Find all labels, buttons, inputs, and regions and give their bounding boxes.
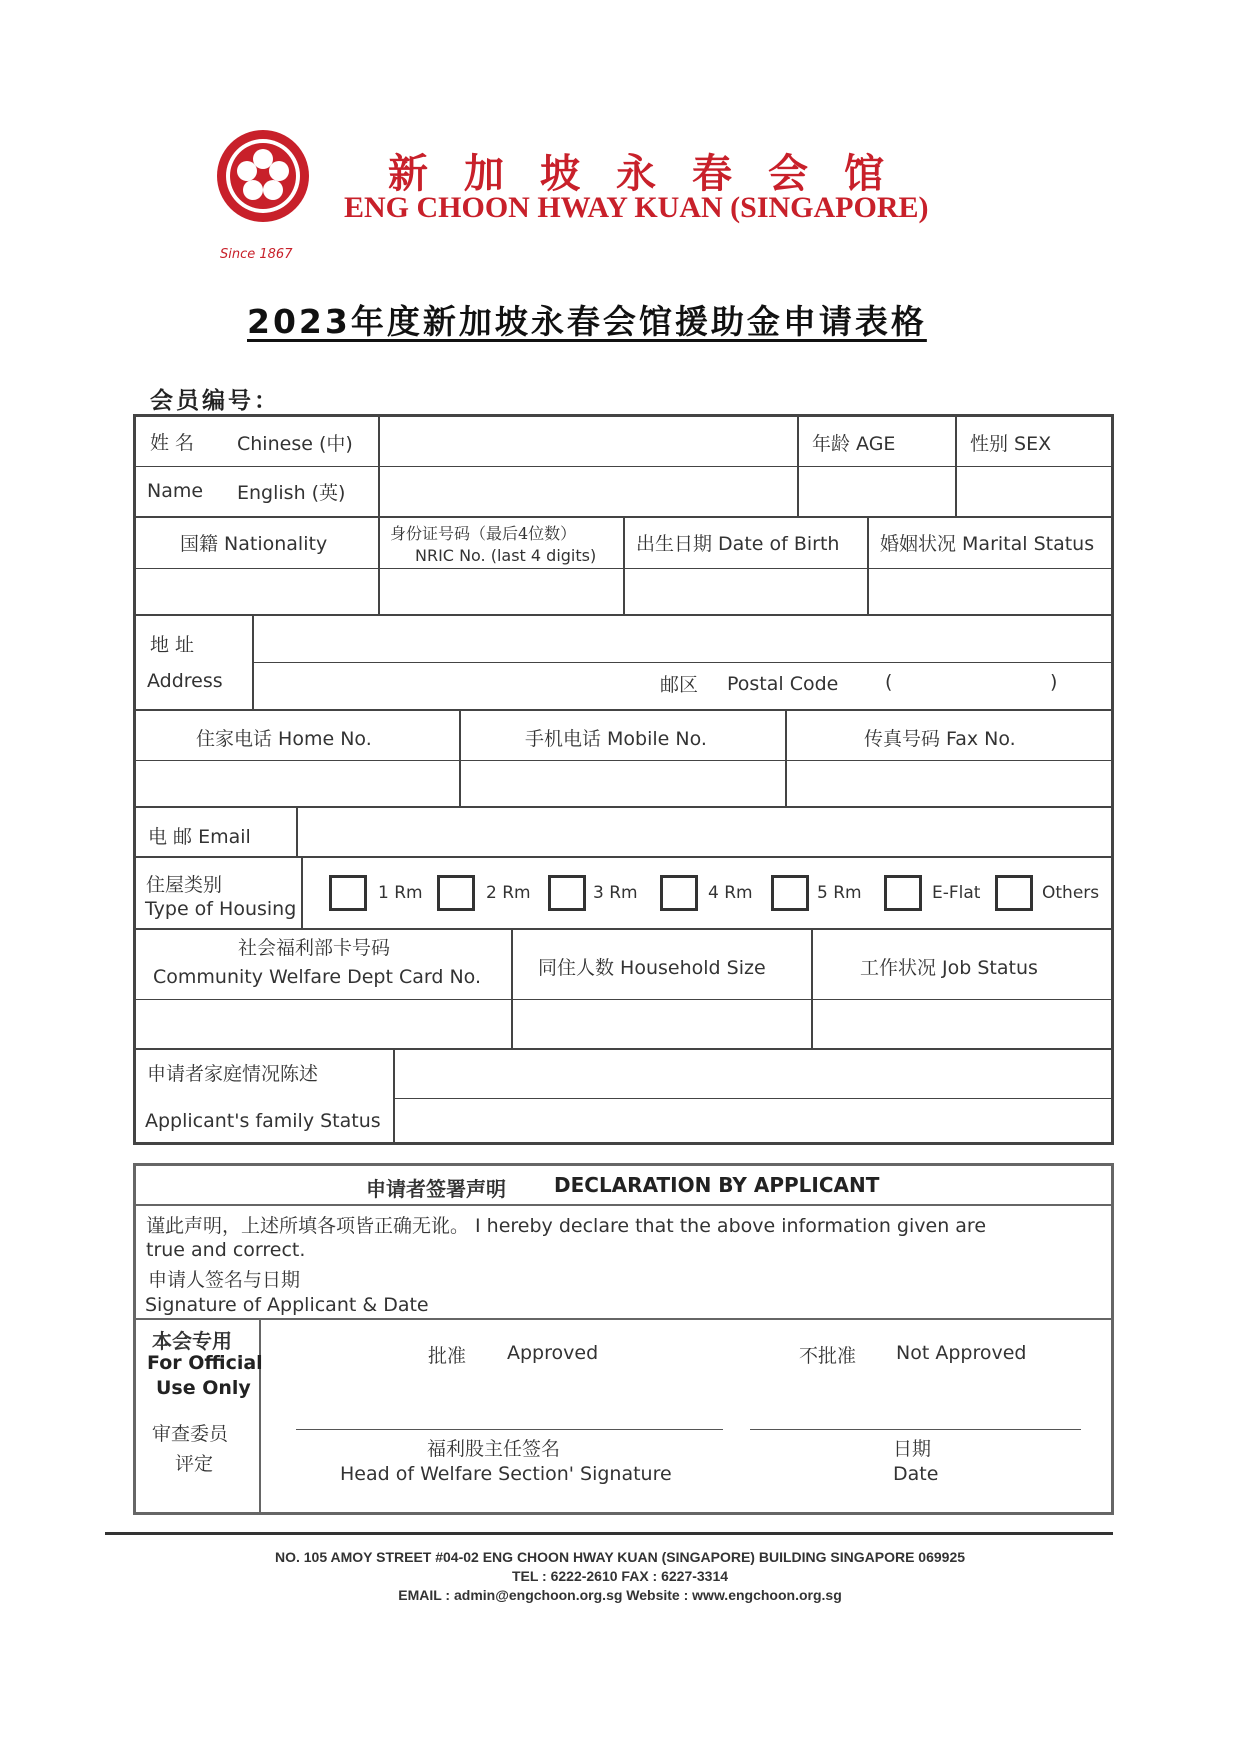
housing-en-label: Type of Housing <box>145 898 297 920</box>
name-chinese-label: Chinese (中) <box>237 433 353 455</box>
housing-5rm-label: 5 Rm <box>817 883 862 903</box>
declaration-text-line2: true and correct. <box>146 1239 306 1261</box>
official-use-en-label-1: For Official <box>147 1352 263 1374</box>
dob-field[interactable] <box>627 572 865 612</box>
family-status-field-line2[interactable] <box>397 1101 1109 1141</box>
family-status-en-label: Applicant's family Status <box>145 1110 381 1132</box>
name-english-label: English (英) <box>237 482 346 504</box>
housing-4rm-checkbox[interactable] <box>660 875 698 911</box>
nric-label-cn: 身份证号码（最后4位数） <box>390 524 577 543</box>
approved-cn-label: 批准 <box>428 1345 467 1367</box>
age-label: 年龄 AGE <box>812 433 896 455</box>
name-en-label: Name <box>147 480 204 502</box>
nric-field[interactable] <box>382 572 620 612</box>
approved-en-label: Approved <box>507 1342 599 1364</box>
date-en-label: Date <box>893 1463 939 1485</box>
member-no-label: 会员编号： <box>150 387 280 414</box>
review-committee-label-1: 审查委员 <box>152 1423 229 1445</box>
footer-phone: TEL : 6222-2610 FAX : 6227-3314 <box>511 1568 729 1584</box>
cwd-cn-label: 社会福利部卡号码 <box>238 937 391 959</box>
postal-close-paren: ) <box>1050 671 1058 693</box>
marital-field[interactable] <box>871 572 1109 612</box>
not-approved-cn-label: 不批准 <box>799 1345 857 1367</box>
not-approved-en-label: Not Approved <box>896 1342 1027 1364</box>
housing-5rm-checkbox[interactable] <box>771 875 809 911</box>
review-committee-label-2: 评定 <box>175 1453 214 1475</box>
housing-1rm-checkbox[interactable] <box>329 875 367 911</box>
email-label: 电 邮 Email <box>148 826 251 848</box>
official-use-cn-label: 本会专用 <box>152 1329 232 1353</box>
nric-label-en: NRIC No. (last 4 digits) <box>415 546 597 565</box>
household-size-field[interactable] <box>515 1003 809 1046</box>
footer-email: EMAIL : admin@engchoon.org.sg Website : www.engchoon.org.sg <box>398 1587 842 1603</box>
footer-divider <box>105 1532 1113 1535</box>
household-size-label: 同住人数 Household Size <box>538 957 766 979</box>
housing-1rm-label: 1 Rm <box>378 883 423 903</box>
postal-en-label: Postal Code <box>727 673 839 695</box>
postal-code-field[interactable] <box>900 666 1045 706</box>
home-phone-field[interactable] <box>139 764 457 804</box>
declaration-heading-cn: 申请者签署声明 <box>366 1177 506 1201</box>
logo-emblem <box>214 127 312 225</box>
housing-2rm-label: 2 Rm <box>486 883 531 903</box>
cwd-en-label: Community Welfare Dept Card No. <box>153 966 482 988</box>
address-en-label: Address <box>147 670 223 692</box>
marital-label: 婚姻状况 Marital Status <box>880 533 1095 555</box>
job-status-field[interactable] <box>815 1003 1109 1046</box>
housing-others-checkbox[interactable] <box>995 875 1033 911</box>
housing-eflat-label: E-Flat <box>932 883 981 903</box>
head-signature-en-label: Head of Welfare Section' Signature <box>340 1463 672 1485</box>
postal-open-paren: ( <box>885 671 893 693</box>
name-cn-label: 姓 名 <box>150 432 195 454</box>
org-name-chinese: 新加坡永春会馆 <box>388 150 920 197</box>
dob-label: 出生日期 Date of Birth <box>636 533 840 555</box>
footer-address: NO. 105 AMOY STREET #04-02 ENG CHOON HWAY KUAN (SINGAPORE) BUILDING SINGAPORE 069925 <box>274 1549 966 1565</box>
address-cn-label: 地 址 <box>150 634 195 656</box>
housing-others-label: Others <box>1042 883 1100 903</box>
name-chinese-field[interactable] <box>382 420 794 464</box>
housing-2rm-checkbox[interactable] <box>437 875 475 911</box>
head-signature-cn-label: 福利股主任签名 <box>427 1438 561 1460</box>
since-year: Since 1867 <box>220 247 293 262</box>
date-cn-label: 日期 <box>893 1438 932 1460</box>
nationality-label: 国籍 Nationality <box>180 533 328 555</box>
family-status-field-line1[interactable] <box>397 1053 1109 1096</box>
applicant-sign-en-label: Signature of Applicant & Date <box>145 1294 429 1316</box>
declaration-heading-en: DECLARATION BY APPLICANT <box>554 1173 880 1197</box>
fax-field[interactable] <box>789 764 1109 804</box>
job-status-label: 工作状况 Job Status <box>860 957 1038 979</box>
family-status-cn-label: 申请者家庭情况陈述 <box>147 1063 319 1085</box>
address-field[interactable] <box>256 619 1109 660</box>
housing-4rm-label: 4 Rm <box>708 883 753 903</box>
name-english-field[interactable] <box>382 470 794 514</box>
org-name-english: ENG CHOON HWAY KUAN (SINGAPORE) <box>344 191 929 224</box>
applicant-signature-field[interactable] <box>440 1260 1100 1314</box>
nationality-field[interactable] <box>139 572 375 612</box>
declaration-text-line1: 谨此声明，上述所填各项皆正确无讹。 I hereby declare that the above information given are <box>146 1215 987 1237</box>
date-line[interactable] <box>750 1429 1081 1430</box>
housing-cn-label: 住屋类别 <box>146 874 223 896</box>
home-phone-label: 住家电话 Home No. <box>196 728 372 750</box>
mobile-phone-field[interactable] <box>463 764 783 804</box>
cwd-card-field[interactable] <box>139 1003 509 1046</box>
mobile-phone-label: 手机电话 Mobile No. <box>525 728 707 750</box>
applicant-sign-cn-label: 申请人签名与日期 <box>148 1269 301 1291</box>
form-title: 2023年度新加坡永春会馆援助金申请表格 <box>247 302 927 341</box>
postal-cn-label: 邮区 <box>660 674 699 696</box>
fax-label: 传真号码 Fax No. <box>864 728 1016 750</box>
sex-field[interactable] <box>959 470 1109 514</box>
housing-3rm-checkbox[interactable] <box>548 875 586 911</box>
sex-label: 性别 SEX <box>970 433 1052 455</box>
email-field[interactable] <box>300 811 1109 854</box>
housing-3rm-label: 3 Rm <box>593 883 638 903</box>
flower-icon <box>214 127 312 225</box>
official-use-en-label-2: Use Only <box>156 1377 251 1399</box>
housing-eflat-checkbox[interactable] <box>884 875 922 911</box>
head-signature-line[interactable] <box>296 1429 723 1430</box>
age-field[interactable] <box>801 470 953 514</box>
